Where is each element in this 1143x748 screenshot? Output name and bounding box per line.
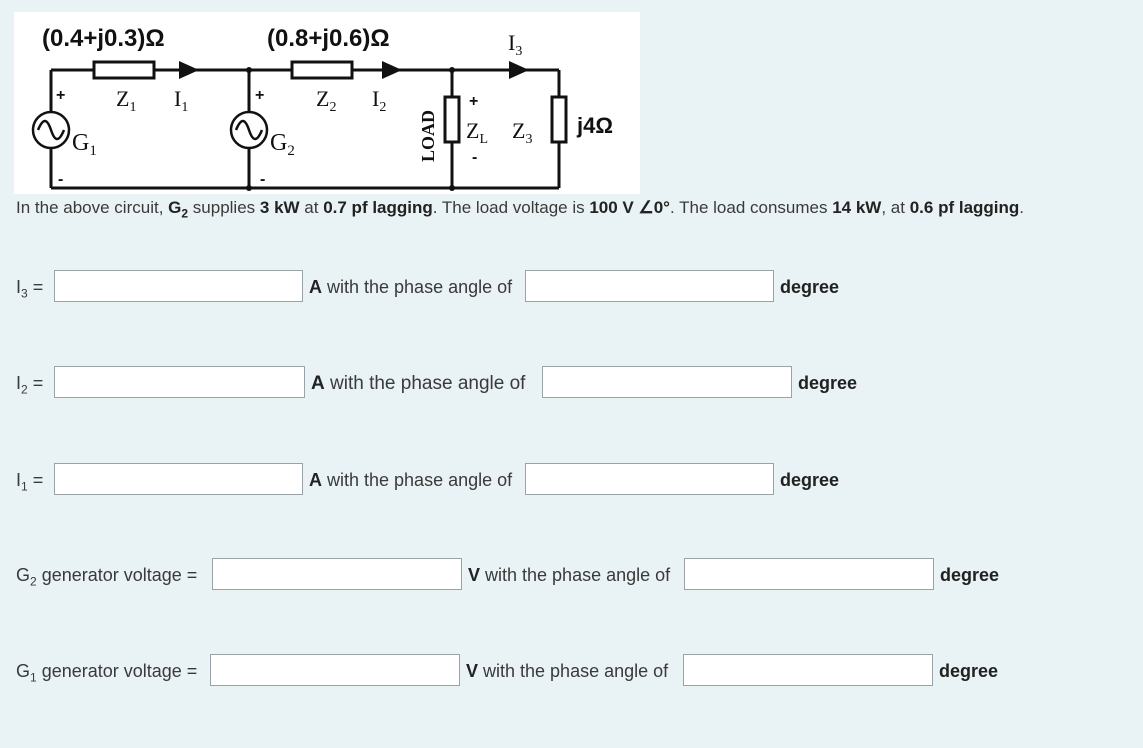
zl-label: $Z_L$ <box>466 118 489 147</box>
circuit-diagram <box>14 12 640 194</box>
i1-label: $I_1$ <box>174 86 189 115</box>
g2-label: $G_2$ <box>270 130 295 159</box>
i1-label-text: $I_1$ = <box>16 470 44 494</box>
g1-unit-text: V with the phase angle of <box>466 661 669 681</box>
i2-label-text: $I_2$ = <box>16 373 44 397</box>
g1-angle-field[interactable] <box>683 654 933 686</box>
load-label: LOAD <box>418 109 438 162</box>
g1-plus-sign: + <box>56 87 66 104</box>
i2-magnitude-field[interactable] <box>54 366 305 398</box>
z3-resistor <box>552 97 566 142</box>
i1-angle-field[interactable] <box>525 463 774 495</box>
i3-label: $I_3$ <box>508 30 523 59</box>
g2-plus-sign: + <box>255 87 265 104</box>
g1-minus-sign: - <box>58 171 64 188</box>
i2-label: $I_2$ <box>372 86 387 115</box>
i1-unit-text: A with the phase angle of <box>309 470 513 490</box>
z3-label: $Z_3$ <box>512 118 533 147</box>
z1-resistor <box>94 62 154 78</box>
i1-arrow-icon <box>179 61 199 79</box>
i2-unit-text: A with the phase angle of <box>311 373 526 394</box>
i3-unit-text: A with the phase angle of <box>309 277 513 297</box>
i2-angle-input[interactable] <box>543 367 791 397</box>
g2-source-icon <box>231 112 267 148</box>
i3-magnitude-field[interactable] <box>54 270 303 302</box>
answer-row-g2 <box>0 558 1143 592</box>
answer-row-i1 <box>0 463 1143 497</box>
i2-magnitude-input[interactable] <box>55 367 304 397</box>
i2-angle-field[interactable] <box>542 366 792 398</box>
i3-arrow-icon <box>509 61 529 79</box>
load-resistor <box>445 97 459 142</box>
z3-value-label: j4Ω <box>577 113 613 138</box>
g2-angle-input[interactable] <box>685 559 933 589</box>
i3-angle-field[interactable] <box>525 270 774 302</box>
load-minus-sign: - <box>472 149 478 166</box>
answer-row-g1 <box>0 654 1143 688</box>
i3-magnitude-input[interactable] <box>55 271 302 301</box>
g1-label: $G_1$ <box>72 130 97 159</box>
i1-degree-text: degree <box>780 470 840 490</box>
z1-value-label: (0.4+j0.3)Ω <box>42 25 165 52</box>
g1-source-icon <box>33 112 69 148</box>
z1-label: $Z_1$ <box>116 86 137 115</box>
g2-magnitude-field[interactable] <box>212 558 462 590</box>
g1-label-text: $G_1$ generator voltage = <box>16 661 198 685</box>
g1-angle-input[interactable] <box>684 655 932 685</box>
g2-angle-field[interactable] <box>684 558 934 590</box>
answer-row-i3 <box>0 270 1143 304</box>
g1-magnitude-input[interactable] <box>211 655 459 685</box>
i2-degree-text: degree <box>798 373 858 393</box>
i1-magnitude-input[interactable] <box>55 464 302 494</box>
g2-unit-text: V with the phase angle of <box>468 565 671 585</box>
i2-arrow-icon <box>382 61 402 79</box>
i3-angle-input[interactable] <box>526 271 773 301</box>
i3-label-text: $I_3$ = <box>16 277 44 301</box>
g1-magnitude-field[interactable] <box>210 654 460 686</box>
z2-value-label: (0.8+j0.6)Ω <box>267 25 390 52</box>
g1-degree-text: degree <box>939 661 999 681</box>
z2-resistor <box>292 62 352 78</box>
answer-row-i2 <box>0 366 1143 400</box>
g2-degree-text: degree <box>940 565 1000 585</box>
g2-magnitude-input[interactable] <box>213 559 461 589</box>
g2-label-text: $G_2$ generator voltage = <box>16 565 198 589</box>
problem-statement: In the above circuit, $G_2$ supplies 3 kW at 0.7 pf lagging. The load voltage is 100 V ∠0°. The load consumes 14 kW, at 0.6 pf lagging. <box>16 198 1025 221</box>
i3-degree-text: degree <box>780 277 840 297</box>
i1-magnitude-field[interactable] <box>54 463 303 495</box>
g2-minus-sign: - <box>260 171 266 188</box>
load-plus-sign: + <box>469 93 479 110</box>
z2-label: $Z_2$ <box>316 86 337 115</box>
i1-angle-input[interactable] <box>526 464 773 494</box>
